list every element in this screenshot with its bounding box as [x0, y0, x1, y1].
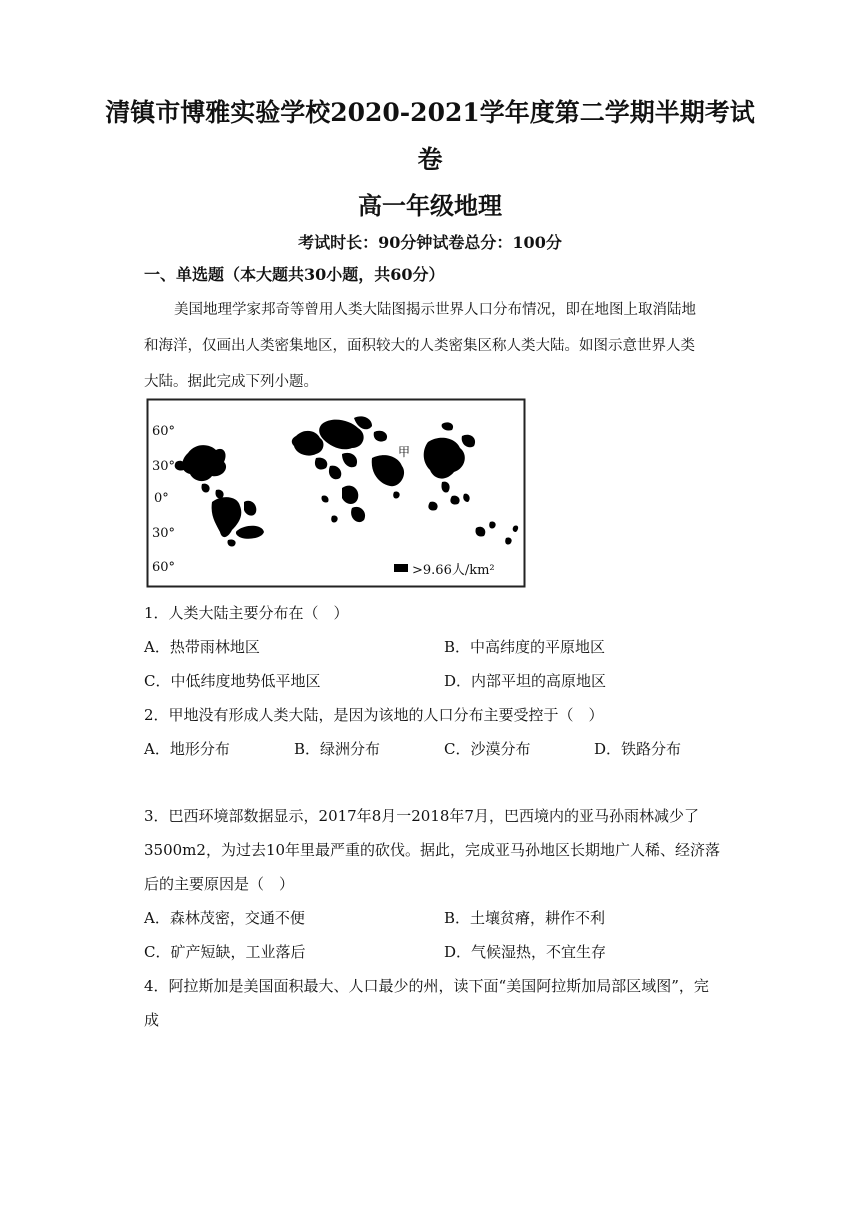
question-1-option-d[interactable]: D．内部平坦的高原地区 [444, 672, 607, 690]
lat-label: 60° [152, 424, 176, 439]
question-2-option-c[interactable]: C．沙漠分布 [444, 740, 531, 758]
question-2-option-d[interactable]: D．铁路分布 [594, 740, 682, 758]
intro-paragraph [144, 292, 724, 400]
exam-title-line1: 清镇市博雅实验学校2020-2021学年度第二学期半期考试 [105, 98, 755, 127]
question-3-stem-line: 3500m2，为过去10年里最严重的砍伐。据此，完成亚马孙地区长期地广人稀、经济落 [144, 841, 721, 859]
intro-line: 和海洋，仅画出人类密集地区，面积较大的人类密集区称人类大陆。如图示意世界人类 [144, 338, 695, 354]
lat-label: 30° [152, 459, 176, 474]
intro-line: 大陆。据此完成下列小题。 [144, 374, 318, 390]
question-3-option-d[interactable]: D．气候湿热，不宜生存 [444, 943, 607, 961]
exam-subtitle: 高一年级地理 [358, 191, 502, 220]
question-2-option-b[interactable]: B．绿洲分布 [294, 740, 381, 758]
question-4-stem-line: 成 [144, 1011, 160, 1029]
lat-label: 60° [152, 560, 176, 575]
question-1-option-a[interactable]: A．热带雨林地区 [144, 638, 260, 656]
legend-label: >9.66人/km² [412, 563, 495, 578]
intro-line: 美国地理学家邦奇等曾用人类大陆图揭示世界人口分布情况，即在地图上取消陆地 [174, 302, 696, 318]
lat-label: 0° [154, 491, 169, 506]
question-1-option-b[interactable]: B．中高纬度的平原地区 [444, 638, 606, 656]
human-continents-map [146, 398, 526, 588]
section-heading: 一、单选题（本大题共30小题，共60分） [144, 265, 445, 284]
question-4-stem-line: 4．阿拉斯加是美国面积最大、人口最少的州，读下面“美国阿拉斯加局部区域图”，完 [144, 977, 709, 995]
question-3-stem-line: 后的主要原因是（ ） [144, 875, 295, 893]
exam-title-line2: 卷 [417, 145, 443, 174]
question-3-stem-line: 3．巴西环境部数据显示，2017年8月一2018年7月，巴西境内的亚马孙雨林减少了 [144, 807, 699, 825]
question-2-option-a[interactable]: A．地形分布 [144, 740, 230, 758]
question-1-stem: 1．人类大陆主要分布在（ ） [144, 604, 349, 622]
question-1-option-c[interactable]: C．中低纬度地势低平地区 [144, 672, 321, 690]
exam-info: 考试时长：90分钟试卷总分：100分 [298, 233, 562, 252]
question-3-option-c[interactable]: C．矿产短缺，工业落后 [144, 943, 306, 961]
question-3-option-a[interactable]: A．森林茂密，交通不便 [144, 909, 305, 927]
lat-label: 30° [152, 526, 176, 541]
question-2-stem: 2．甲地没有形成人类大陆，是因为该地的人口分布主要受控于（ ） [144, 706, 604, 724]
question-3-option-b[interactable]: B．土壤贫瘠，耕作不利 [444, 909, 606, 927]
region-jia-label: 甲 [398, 445, 411, 459]
legend-swatch [394, 564, 408, 572]
